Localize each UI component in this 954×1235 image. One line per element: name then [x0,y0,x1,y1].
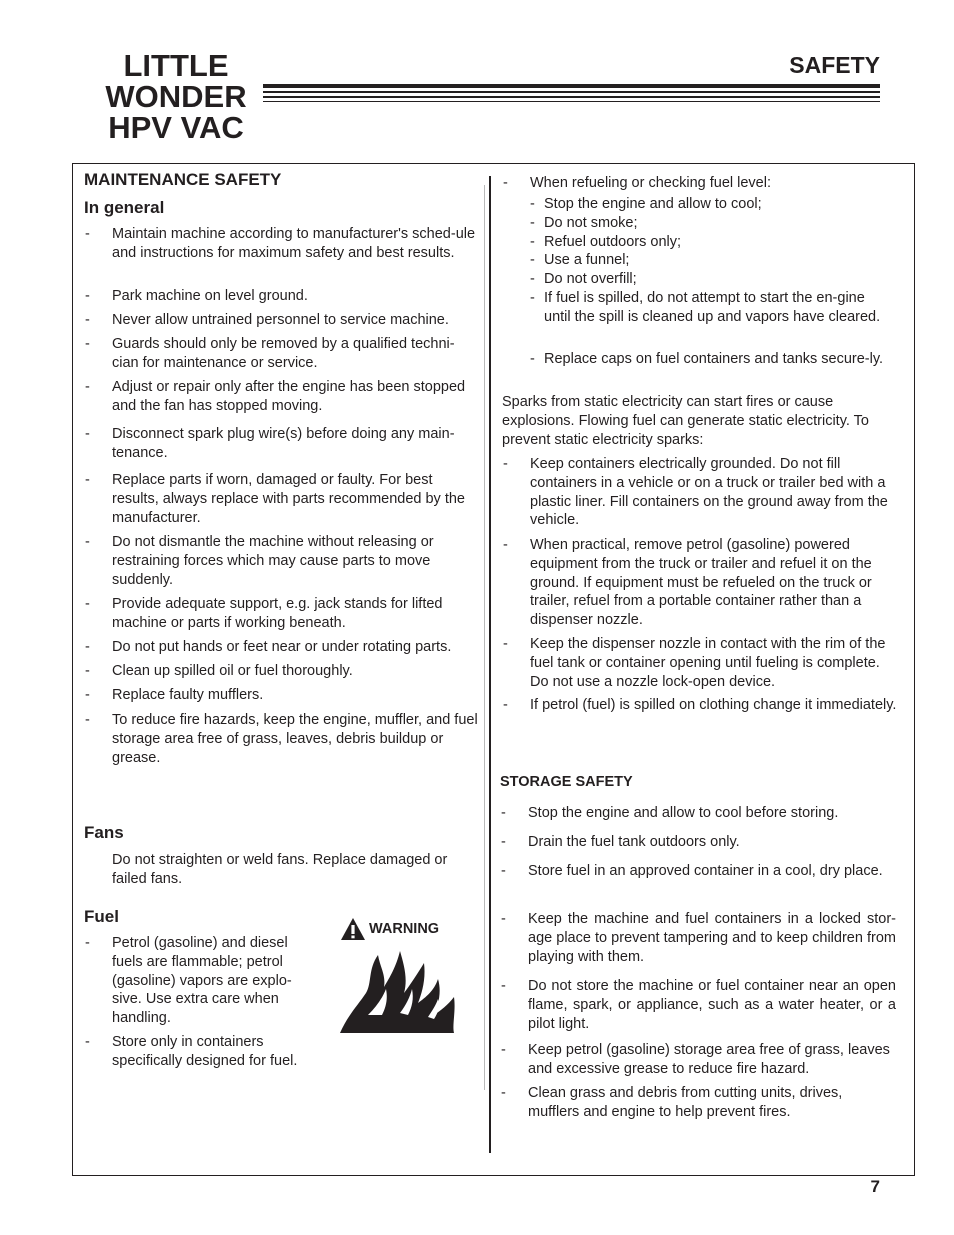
left-column-margin-line [484,185,485,1090]
brand-logo-text [96,50,256,143]
warning-text: WARNING [369,921,440,937]
brand-line-1: LITTLE [123,48,229,83]
brand-line-3: HPV VAC [108,110,244,145]
maintenance-safety-heading: MAINTENANCE SAFETY [84,170,282,189]
in-general-heading: In general [84,198,165,217]
section-title: SAFETY [789,52,880,78]
warning-triangle-icon [340,917,366,941]
brand-line-2: WONDER [105,79,247,114]
column-divider [489,176,491,1153]
header-rules [263,84,880,102]
page-number: 7 [870,1177,880,1196]
static-electricity-paragraph: Sparks from static electricity can start fires or cause explosions. Flowing fuel can generate static electricity. To prevent static electricity sparks: [502,394,869,448]
fuel-heading: Fuel [84,907,119,926]
warning-label [340,917,439,941]
flame-icon [338,945,458,1035]
fans-text: Do not straighten or weld fans. Replace damaged or failed fans. [112,852,448,887]
storage-safety-heading: STORAGE SAFETY [500,774,633,790]
fans-heading: Fans [84,823,124,842]
